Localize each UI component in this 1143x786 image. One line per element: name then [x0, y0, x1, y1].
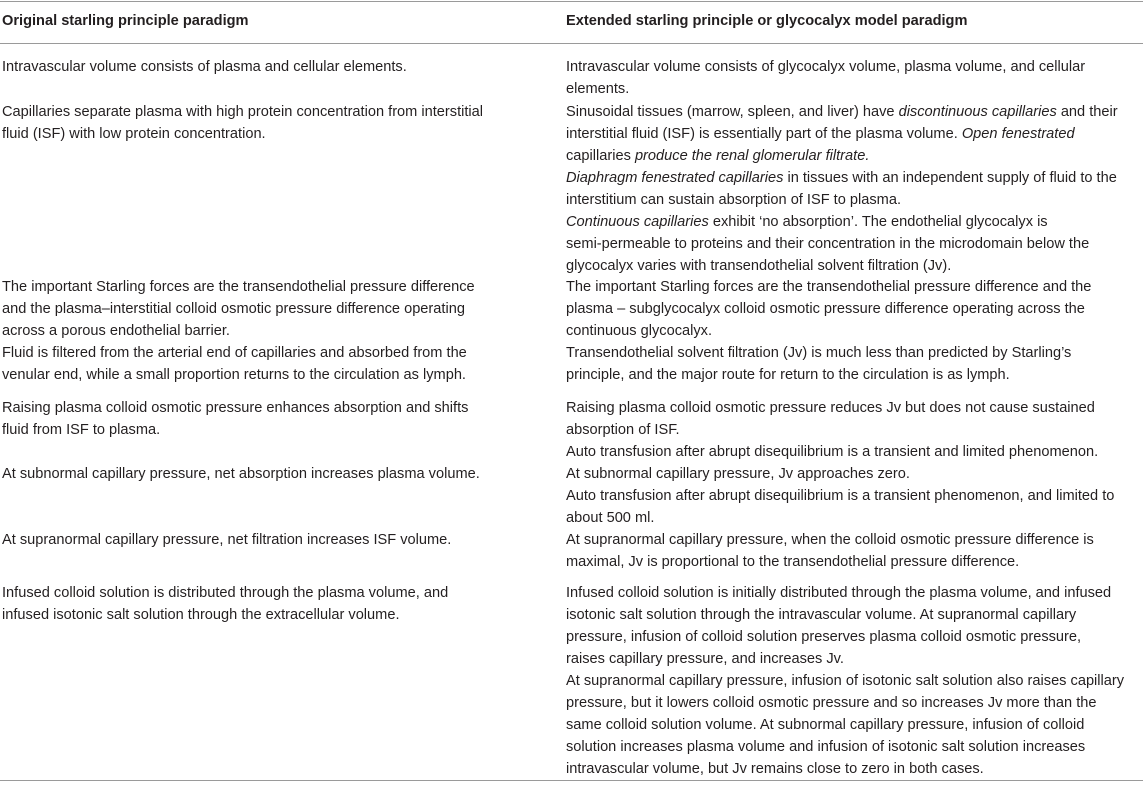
cell-text: At supranormal capillary pressure, when the colloid osmotic pressure difference is — [566, 532, 1094, 548]
cell-text: absorption of ISF. — [566, 422, 680, 438]
cell-text: Infused colloid solution is initially distributed through the plasma volume, and infused — [566, 585, 1112, 601]
cell-line — [566, 758, 1142, 780]
table-cell-original — [2, 582, 538, 626]
cell-line — [566, 342, 1142, 364]
cell-text: raises capillary pressure, and increases Jv. — [566, 651, 844, 667]
table-cell-original — [2, 342, 538, 386]
cell-text: Transendothelial solvent filtration (Jv) is much less than predicted by Starling’s — [566, 345, 1072, 361]
cell-line — [566, 364, 1142, 386]
cell-text: semi-permeable to proteins and their concentration in the microdomain below the — [566, 236, 1090, 252]
cell-text: isotonic salt solution through the intravascular volume. At supranormal capillary — [566, 607, 1077, 623]
table-cell-extended — [566, 276, 1142, 342]
cell-text: Raising plasma colloid osmotic pressure enhances absorption and shifts — [2, 400, 469, 416]
table-cell-extended — [566, 342, 1142, 386]
cell-line — [566, 648, 1142, 670]
cell-line — [566, 255, 1142, 277]
italic-term: Continuous capillaries — [566, 214, 709, 230]
cell-text: pressure, infusion of colloid solution preserves plasma colloid osmotic pressure, — [566, 629, 1082, 645]
cell-text: Auto transfusion after abrupt disequilibrium is a transient phenomenon, and limited to — [566, 488, 1115, 504]
cell-line — [566, 233, 1142, 255]
cell-line — [566, 56, 1142, 78]
table-bottom-rule — [0, 780, 1143, 781]
cell-line — [2, 56, 538, 78]
table-cell-extended — [566, 101, 1142, 277]
table-cell-original — [2, 529, 538, 551]
cell-line — [566, 714, 1142, 736]
cell-line — [566, 123, 1142, 145]
table-cell-original — [2, 56, 538, 78]
cell-line — [566, 211, 1142, 233]
cell-text: across a porous endothelial barrier. — [2, 323, 230, 339]
cell-text: same colloid solution volume. At subnormal capillary pressure, infusion of colloid — [566, 717, 1085, 733]
cell-text: Infused colloid solution is distributed through the plasma volume, and — [2, 585, 449, 601]
cell-line — [566, 529, 1142, 551]
cell-text: glycocalyx varies with transendothelial solvent filtration (Jv). — [566, 258, 952, 274]
cell-line — [566, 145, 1142, 167]
cell-text: continuous glycocalyx. — [566, 323, 713, 339]
cell-text: and the plasma–interstitial colloid osmotic pressure difference operating — [2, 301, 465, 317]
cell-line — [566, 320, 1142, 342]
cell-line — [2, 276, 538, 298]
cell-text: intravascular volume, but Jv remains close to zero in both cases. — [566, 761, 984, 777]
cell-line — [2, 397, 538, 419]
cell-text: solution increases plasma volume and infusion of isotonic salt solution increases — [566, 739, 1086, 755]
cell-text: Intravascular volume consists of plasma and cellular elements. — [2, 59, 407, 75]
cell-line — [566, 692, 1142, 714]
cell-text: and their — [1056, 104, 1118, 120]
cell-line — [2, 364, 538, 386]
cell-line — [2, 604, 538, 626]
cell-text: Intravascular volume consists of glycocalyx volume, plasma volume, and cellular — [566, 59, 1086, 75]
cell-text: venular end, while a small proportion returns to the circulation as lymph. — [2, 367, 466, 383]
table-cell-extended — [566, 463, 1142, 529]
cell-text: plasma – subglycocalyx colloid osmotic pressure difference operating across the — [566, 301, 1085, 317]
italic-term: produce the renal glomerular filtrate. — [630, 148, 870, 164]
cell-text: The important Starling forces are the transendothelial pressure difference — [2, 279, 475, 295]
cell-line — [2, 342, 538, 364]
table-cell-original — [2, 463, 538, 485]
cell-text: about 500 ml. — [566, 510, 655, 526]
cell-line — [566, 397, 1142, 419]
cell-text: interstitial fluid (ISF) is essentially part of the plasma volume. — [566, 126, 962, 142]
header-rule — [0, 43, 1143, 44]
cell-text: elements. — [566, 81, 630, 97]
cell-line — [566, 101, 1142, 123]
table-cell-extended — [566, 582, 1142, 780]
cell-line — [566, 604, 1142, 626]
table-cell-original — [2, 397, 538, 441]
cell-text: capillaries — [566, 148, 631, 164]
cell-line — [566, 276, 1142, 298]
cell-text: Raising plasma colloid osmotic pressure reduces Jv but does not cause sustained — [566, 400, 1095, 416]
table-cell-extended — [566, 397, 1142, 463]
cell-text: fluid from ISF to plasma. — [2, 422, 161, 438]
cell-text: The important Starling forces are the transendothelial pressure difference and the — [566, 279, 1092, 295]
cell-text: principle, and the major route for return to the circulation is as lymph. — [566, 367, 1010, 383]
cell-line — [566, 670, 1142, 692]
cell-line — [566, 78, 1142, 100]
cell-line — [566, 551, 1142, 573]
cell-line — [2, 463, 538, 485]
table-cell-original — [2, 276, 538, 342]
cell-text: interstitium can sustain absorption of ISF to plasma. — [566, 192, 902, 208]
cell-text: fluid (ISF) with low protein concentration. — [2, 126, 266, 142]
cell-line — [566, 582, 1142, 604]
cell-text: Auto transfusion after abrupt disequilibrium is a transient and limited phenomenon. — [566, 444, 1099, 460]
cell-text: maximal, Jv is proportional to the transendothelial pressure difference. — [566, 554, 1020, 570]
italic-term: discontinuous capillaries — [898, 104, 1057, 120]
cell-line — [566, 626, 1142, 648]
table-cell-original — [2, 101, 538, 145]
italic-term: Open fenestrated — [961, 126, 1075, 142]
cell-line — [2, 529, 538, 551]
cell-line — [2, 582, 538, 604]
table-cell-extended — [566, 56, 1142, 100]
cell-text: Capillaries separate plasma with high protein concentration from interstitial — [2, 104, 484, 120]
cell-text: infused isotonic salt solution through the extracellular volume. — [2, 607, 400, 623]
cell-line — [566, 167, 1142, 189]
cell-line — [566, 441, 1142, 463]
table-cell-extended — [566, 529, 1142, 573]
cell-line — [2, 419, 538, 441]
cell-text: pressure, but it lowers colloid osmotic pressure and so increases Jv more than the — [566, 695, 1097, 711]
table-top-rule — [0, 1, 1143, 2]
cell-text: Sinusoidal tissues (marrow, spleen, and liver) have — [566, 104, 899, 120]
cell-line — [2, 123, 538, 145]
cell-line — [566, 419, 1142, 441]
cell-line — [2, 320, 538, 342]
cell-text: Fluid is filtered from the arterial end of capillaries and absorbed from the — [2, 345, 467, 361]
cell-line — [2, 101, 538, 123]
cell-line — [566, 189, 1142, 211]
column-header-original: Original starling principle paradigm — [2, 13, 249, 29]
italic-term: Diaphragm fenestrated capillaries — [566, 170, 784, 186]
cell-text: in tissues with an independent supply of fluid to the — [783, 170, 1117, 186]
cell-line — [566, 736, 1142, 758]
cell-line — [566, 463, 1142, 485]
cell-line — [2, 298, 538, 320]
cell-text: At supranormal capillary pressure, infusion of isotonic salt solution also raises capillary — [566, 673, 1125, 689]
cell-text: At subnormal capillary pressure, net absorption increases plasma volume. — [2, 466, 480, 482]
cell-text: At supranormal capillary pressure, net filtration increases ISF volume. — [2, 532, 452, 548]
column-header-extended: Extended starling principle or glycocalyx model paradigm — [566, 13, 968, 29]
cell-text: At subnormal capillary pressure, Jv approaches zero. — [566, 466, 910, 482]
cell-line — [566, 507, 1142, 529]
cell-line — [566, 298, 1142, 320]
cell-text: exhibit ‘no absorption’. The endothelial glycocalyx is — [708, 214, 1048, 230]
cell-line — [566, 485, 1142, 507]
